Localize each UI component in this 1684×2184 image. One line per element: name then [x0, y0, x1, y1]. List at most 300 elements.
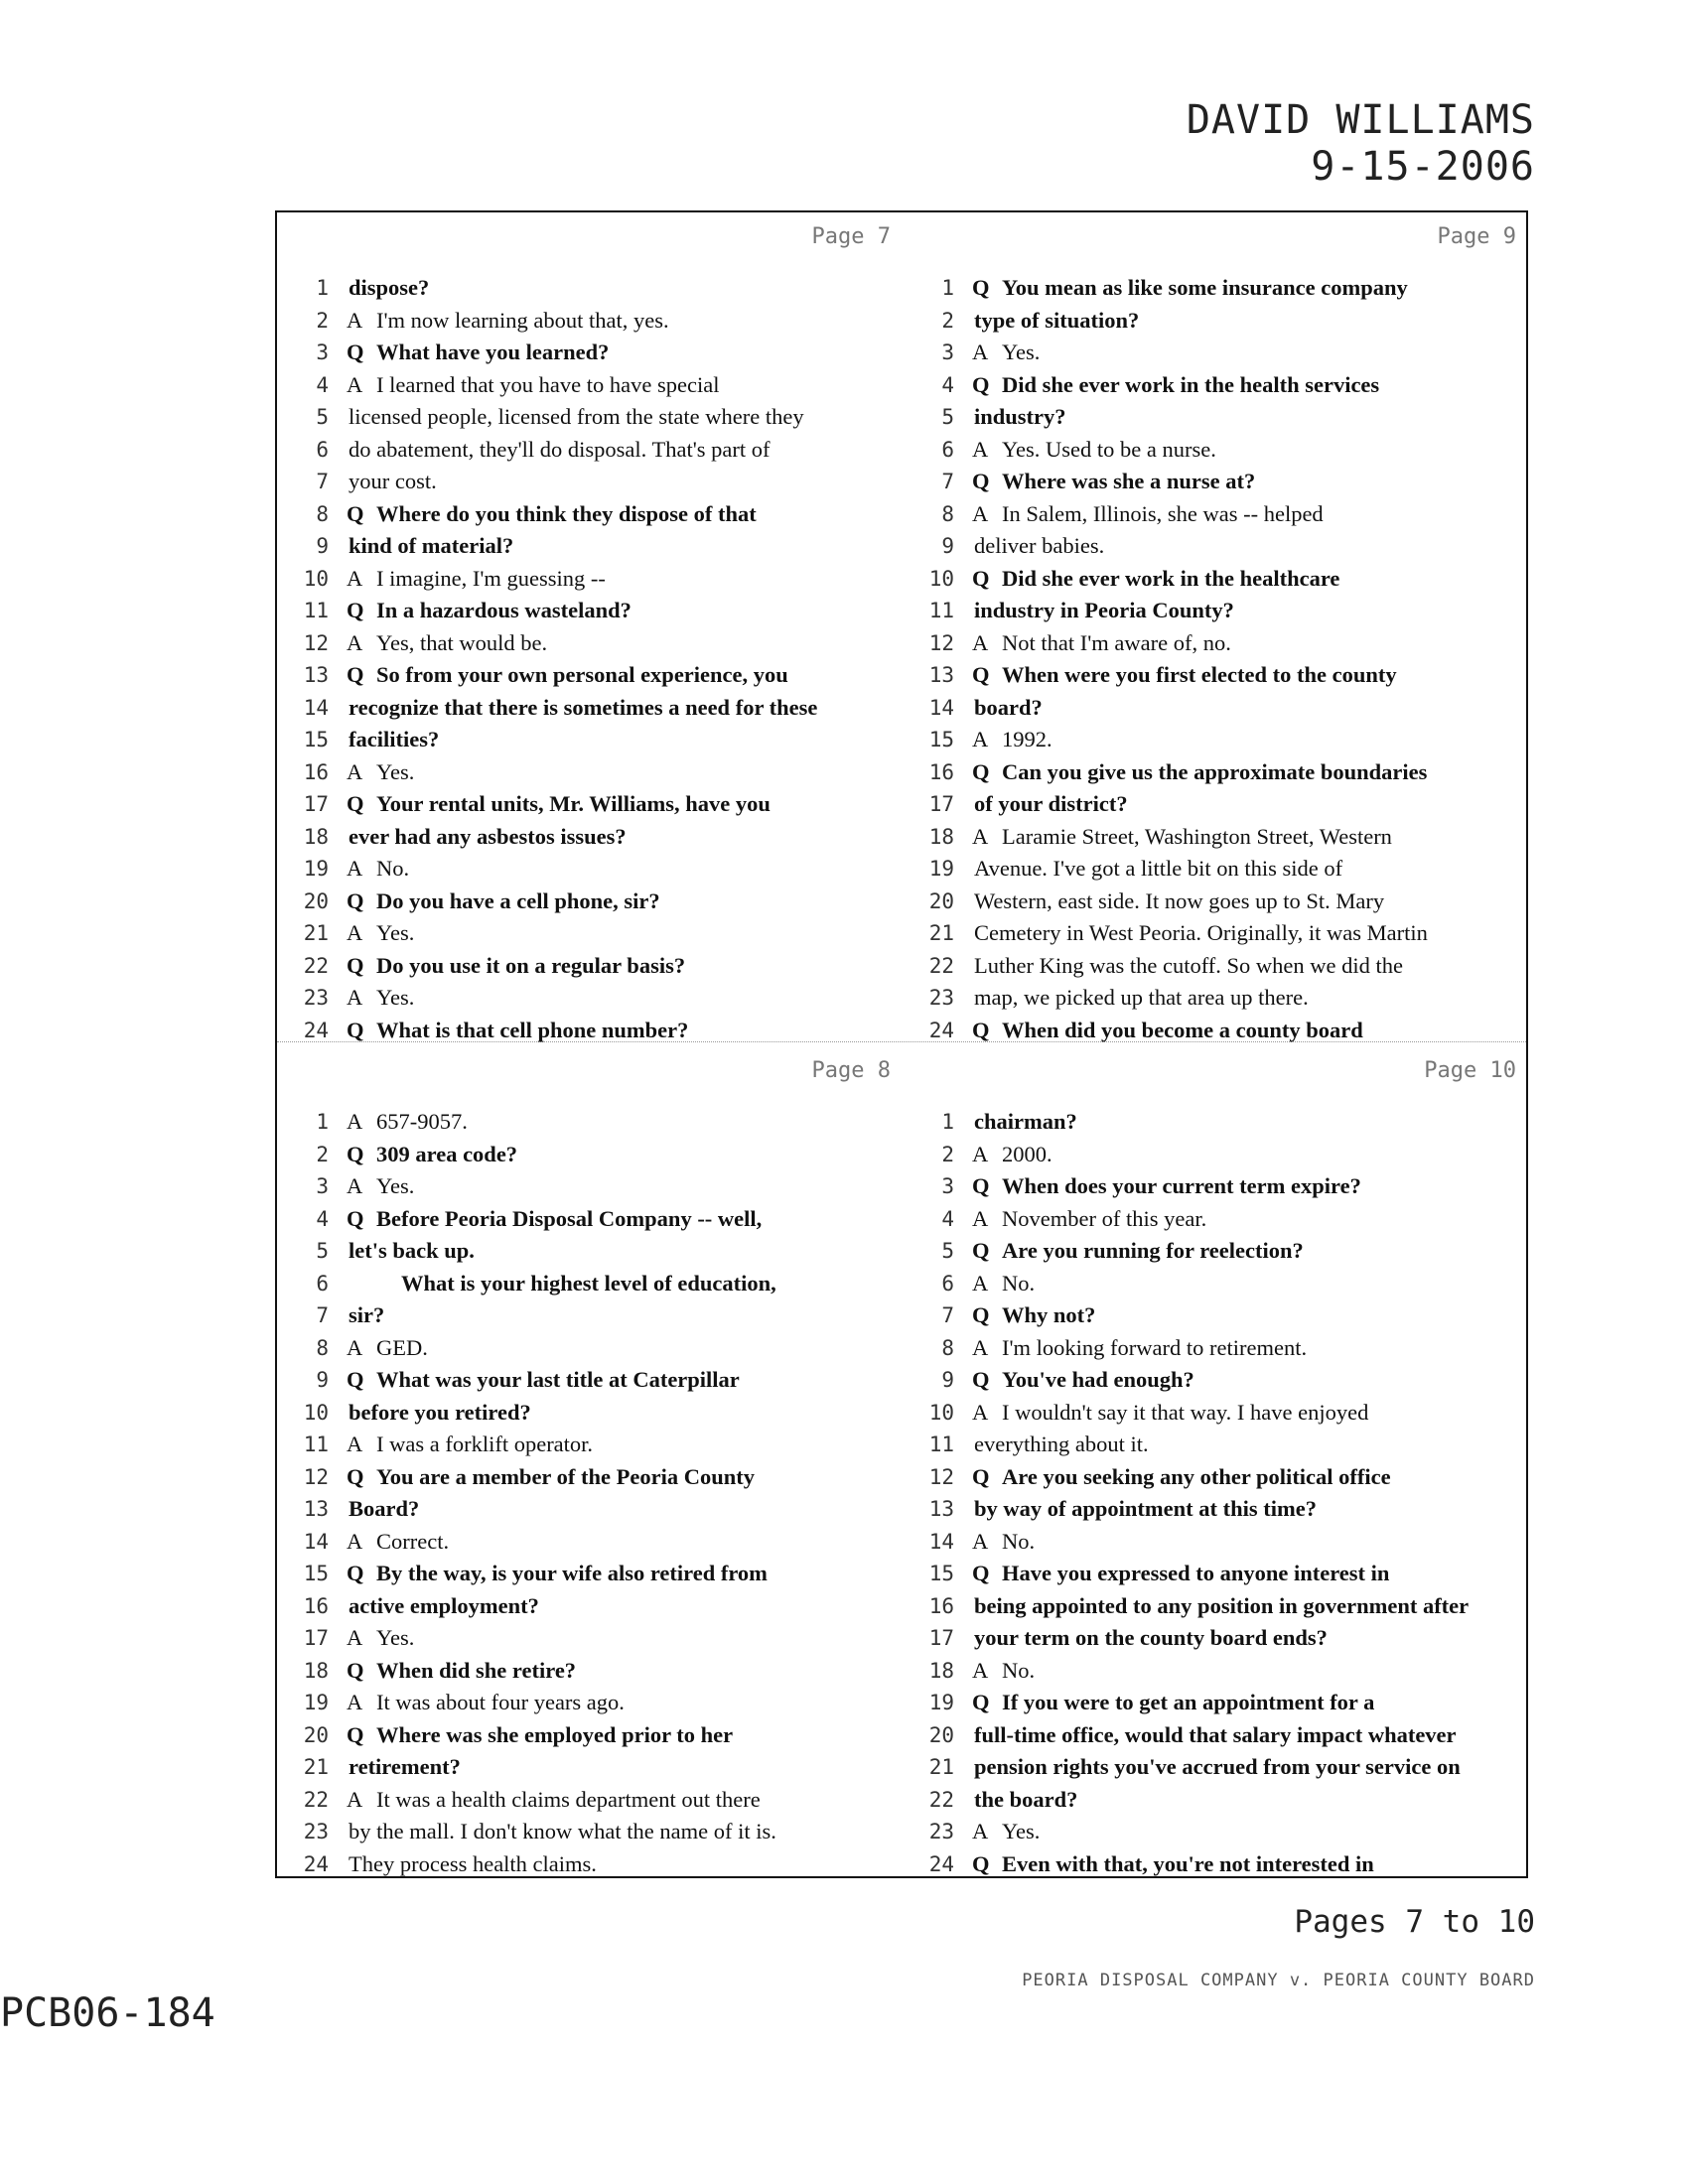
answer-text: A November of this year. — [1002, 1203, 1206, 1236]
line-number: 19 — [928, 857, 954, 881]
answer-text: A I was a forklift operator. — [376, 1429, 593, 1461]
transcript-line — [287, 1719, 903, 1752]
transcript-frame — [275, 210, 1528, 1878]
line-text: your term on the county board ends? — [974, 1625, 1328, 1650]
line-number: 9 — [316, 534, 329, 558]
line-number: 11 — [928, 599, 954, 622]
line-text: dispose? — [349, 275, 430, 300]
answer-text: A Yes. — [376, 1622, 414, 1655]
line-number: 3 — [941, 1174, 954, 1198]
line-text: the board? — [974, 1786, 1078, 1812]
line-text: kind of material? — [349, 533, 514, 558]
transcript-line — [287, 853, 903, 886]
answer-text: A I wouldn't say it that way. I have enjoyed — [1002, 1397, 1368, 1430]
answer-text: A No. — [1002, 1655, 1035, 1688]
line-text: deliver babies. — [974, 533, 1105, 558]
transcript-line — [287, 1203, 903, 1236]
line-number: 22 — [928, 953, 954, 978]
answer-text: A Yes. — [376, 917, 414, 950]
question-text: Q You've had enough? — [1002, 1364, 1194, 1397]
line-text: recognize that there is sometimes a need for these — [349, 694, 818, 720]
question-text: Q Are you running for reelection? — [1002, 1235, 1304, 1268]
line-number: 10 — [303, 1400, 329, 1425]
transcript-line — [912, 1106, 1528, 1139]
line-number: 4 — [316, 372, 329, 397]
transcript-line — [287, 1332, 903, 1365]
page-lines — [287, 272, 903, 1046]
transcript-line — [287, 1493, 903, 1526]
line-number: 6 — [941, 1271, 954, 1296]
transcript-line — [912, 1332, 1528, 1365]
transcript-line — [912, 821, 1528, 854]
page-lines — [912, 1106, 1528, 1880]
transcript-line — [287, 724, 903, 756]
line-number: 14 — [928, 1529, 954, 1554]
line-number: 5 — [941, 1239, 954, 1263]
transcript-line — [912, 498, 1528, 531]
line-number: 12 — [303, 630, 329, 655]
transcript-line — [287, 1139, 903, 1171]
line-number: 21 — [928, 1755, 954, 1779]
line-number: 21 — [303, 921, 329, 945]
transcript-line — [912, 1784, 1528, 1817]
line-text: licensed people, licensed from the state where they — [349, 404, 804, 429]
answer-text: A It was about four years ago. — [376, 1687, 625, 1719]
transcript-line — [287, 917, 903, 950]
line-text: industry? — [974, 404, 1066, 429]
answer-text: A 2000. — [1002, 1139, 1052, 1171]
answer-text: A GED. — [376, 1332, 428, 1365]
transcript-line — [287, 1429, 903, 1461]
line-number: 11 — [303, 1433, 329, 1456]
line-number: 8 — [941, 1335, 954, 1360]
line-number: 3 — [941, 341, 954, 364]
line-number: 13 — [303, 663, 329, 687]
transcript-line — [912, 1015, 1528, 1047]
line-number: 15 — [928, 1562, 954, 1585]
transcript-line — [912, 1590, 1528, 1623]
line-number: 18 — [928, 824, 954, 849]
case-number: PCB06-184 — [0, 1990, 215, 2036]
line-number: 7 — [941, 470, 954, 493]
line-text: Luther King was the cutoff. So when we did the — [974, 952, 1403, 978]
question-text: Q Your rental units, Mr. Williams, have you — [376, 788, 771, 821]
transcript-line — [912, 1268, 1528, 1300]
page-label: Page 9 — [1437, 224, 1516, 249]
line-number: 16 — [928, 759, 954, 784]
line-number: 1 — [316, 276, 329, 300]
line-number: 16 — [928, 1593, 954, 1618]
line-text: Avenue. I've got a little bit on this side of — [974, 856, 1343, 881]
transcript-line — [912, 1848, 1528, 1881]
answer-text: A I'm looking forward to retirement. — [1002, 1332, 1307, 1365]
transcript-line — [912, 659, 1528, 692]
transcript-line — [912, 466, 1528, 498]
transcript-line — [912, 1751, 1528, 1784]
question-text: Q By the way, is your wife also retired from — [376, 1558, 768, 1590]
case-caption: PEORIA DISPOSAL COMPANY v. PEORIA COUNTY BOARD — [1022, 1971, 1535, 1990]
line-text: by way of appointment at this time? — [974, 1496, 1318, 1521]
line-number: 2 — [941, 308, 954, 333]
line-text: full-time office, would that salary impact whatever — [974, 1721, 1457, 1747]
transcript-line — [912, 853, 1528, 886]
line-number: 17 — [928, 792, 954, 816]
transcript-line — [912, 1622, 1528, 1655]
transcript-line — [912, 1655, 1528, 1688]
line-number: 7 — [316, 470, 329, 493]
transcript-line — [287, 1364, 903, 1397]
question-text: Q Do you have a cell phone, sir? — [376, 886, 660, 918]
transcript-line — [912, 305, 1528, 338]
transcript-line — [912, 369, 1528, 402]
transcript-line — [287, 563, 903, 596]
line-text: retirement? — [349, 1754, 461, 1779]
line-text: board? — [974, 694, 1043, 720]
line-number: 2 — [316, 308, 329, 333]
page-lines — [912, 272, 1528, 1046]
answer-text: A I learned that you have to have special — [376, 369, 719, 402]
transcript-line — [287, 1170, 903, 1203]
line-number: 11 — [303, 599, 329, 622]
line-number: 11 — [928, 1433, 954, 1456]
question-text: Q Have you expressed to anyone interest in — [1002, 1558, 1389, 1590]
transcript-line — [912, 950, 1528, 983]
line-number: 6 — [941, 437, 954, 462]
line-number: 15 — [303, 1562, 329, 1585]
line-number: 9 — [941, 534, 954, 558]
transcript-line — [912, 1429, 1528, 1461]
transcript-line — [287, 627, 903, 660]
answer-text: A Correct. — [376, 1526, 449, 1559]
transcript-line — [287, 1848, 903, 1881]
line-number: 4 — [941, 372, 954, 397]
line-number: 14 — [928, 695, 954, 720]
transcript-line — [287, 1816, 903, 1848]
transcript-line — [287, 821, 903, 854]
line-number: 19 — [928, 1691, 954, 1714]
line-number: 6 — [316, 437, 329, 462]
line-number: 19 — [303, 1691, 329, 1714]
transcript-line — [912, 1235, 1528, 1268]
transcript-line — [912, 434, 1528, 467]
transcript-line — [287, 1397, 903, 1430]
transcript-line — [287, 788, 903, 821]
line-number: 1 — [316, 1110, 329, 1134]
line-number: 5 — [316, 1239, 329, 1263]
answer-text: A No. — [1002, 1526, 1035, 1559]
line-number: 6 — [316, 1271, 329, 1296]
line-number: 24 — [928, 1018, 954, 1042]
line-text: map, we picked up that area up there. — [974, 985, 1309, 1010]
question-text: Q You mean as like some insurance company — [1002, 272, 1408, 305]
line-number: 7 — [941, 1303, 954, 1327]
transcript-line — [287, 337, 903, 369]
question-text: Q What is that cell phone number? — [376, 1015, 688, 1047]
line-number: 14 — [303, 1529, 329, 1554]
transcript-line — [287, 1235, 903, 1268]
answer-text: A Yes. — [376, 982, 414, 1015]
line-number: 10 — [928, 566, 954, 591]
line-number: 18 — [303, 1658, 329, 1683]
question-text: Q Even with that, you're not interested in — [1002, 1848, 1374, 1881]
line-text: Cemetery in West Peoria. Originally, it was Martin — [974, 920, 1428, 945]
transcript-line — [912, 886, 1528, 918]
line-number: 15 — [303, 728, 329, 751]
line-text: your cost. — [349, 469, 437, 493]
transcript-line — [912, 530, 1528, 563]
transcript-line — [287, 498, 903, 531]
answer-text: A It was a health claims department out there — [376, 1784, 761, 1817]
line-number: 8 — [941, 501, 954, 526]
line-number: 4 — [316, 1206, 329, 1231]
page-range: Pages 7 to 10 — [1294, 1904, 1535, 1940]
line-number: 4 — [941, 1206, 954, 1231]
transcript-line — [287, 1751, 903, 1784]
line-number: 20 — [928, 1722, 954, 1747]
line-number: 16 — [303, 759, 329, 784]
line-number: 22 — [303, 953, 329, 978]
transcript-line — [287, 1299, 903, 1332]
line-text: chairman? — [974, 1109, 1077, 1134]
transcript-line — [287, 1106, 903, 1139]
transcript-line — [287, 1655, 903, 1688]
witness-name: DAVID WILLIAMS — [1186, 97, 1535, 143]
transcript-line — [287, 1015, 903, 1047]
line-number: 2 — [316, 1142, 329, 1166]
line-number: 2 — [941, 1142, 954, 1166]
line-number: 24 — [303, 1018, 329, 1042]
transcript-line — [912, 982, 1528, 1015]
transcript-line — [287, 659, 903, 692]
question-text: Q Can you give us the approximate boundaries — [1002, 756, 1427, 789]
question-text: Q 309 area code? — [376, 1139, 517, 1171]
answer-text: A Not that I'm aware of, no. — [1002, 627, 1231, 660]
question-text: Q If you were to get an appointment for a — [1002, 1687, 1374, 1719]
question-text: Q What was your last title at Caterpillar — [376, 1364, 740, 1397]
transcript-line — [287, 1590, 903, 1623]
line-number: 20 — [303, 888, 329, 913]
line-number: 16 — [303, 1593, 329, 1618]
line-number: 13 — [928, 663, 954, 687]
line-number: 22 — [928, 1787, 954, 1812]
transcript-line — [287, 982, 903, 1015]
transcript-line — [287, 434, 903, 467]
line-number: 24 — [303, 1851, 329, 1876]
question-text: Q Are you seeking any other political office — [1002, 1461, 1391, 1494]
line-text: being appointed to any position in government after — [974, 1592, 1470, 1618]
line-number: 10 — [303, 566, 329, 591]
line-text: pension rights you've accrued from your service on — [974, 1754, 1461, 1779]
transcript-line — [287, 595, 903, 627]
transcript-line — [912, 401, 1528, 434]
question-text: Q Why not? — [1002, 1299, 1095, 1332]
line-text: ever had any asbestos issues? — [349, 823, 627, 849]
transcript-line — [912, 1558, 1528, 1590]
line-text: everything about it. — [974, 1432, 1149, 1456]
answer-text: A Yes, that would be. — [376, 627, 547, 660]
transcript-line — [912, 1719, 1528, 1752]
line-number: 8 — [316, 501, 329, 526]
line-number: 17 — [303, 792, 329, 816]
line-text: sir? — [349, 1302, 385, 1327]
page-lines — [287, 1106, 903, 1880]
line-number: 14 — [303, 695, 329, 720]
transcript-line — [287, 530, 903, 563]
line-number: 8 — [316, 1335, 329, 1360]
line-number: 7 — [316, 1303, 329, 1327]
transcript-line — [912, 595, 1528, 627]
line-number: 1 — [941, 276, 954, 300]
line-number: 3 — [316, 341, 329, 364]
answer-text: A 1992. — [1002, 724, 1052, 756]
question-text: Q When were you first elected to the county — [1002, 659, 1397, 692]
line-number: 20 — [303, 1722, 329, 1747]
transcript-line — [912, 627, 1528, 660]
question-text: Q Did she ever work in the health services — [1002, 369, 1379, 402]
transcript-line — [287, 272, 903, 305]
answer-text: A Yes. — [376, 1170, 414, 1203]
transcript-line — [912, 756, 1528, 789]
question-text: Q When did you become a county board — [1002, 1015, 1363, 1047]
line-number: 1 — [941, 1110, 954, 1134]
transcript-line — [912, 1170, 1528, 1203]
line-number: 23 — [928, 1820, 954, 1843]
transcript-line — [287, 1687, 903, 1719]
transcript-line — [912, 724, 1528, 756]
line-number: 21 — [303, 1755, 329, 1779]
line-number: 9 — [941, 1368, 954, 1392]
transcript-line — [912, 1299, 1528, 1332]
page-label: Page 10 — [1424, 1058, 1516, 1083]
line-text: facilities? — [349, 727, 440, 751]
transcript-line — [287, 1526, 903, 1559]
transcript-line — [287, 950, 903, 983]
line-number: 12 — [928, 630, 954, 655]
question-text: Q So from your own personal experience, you — [376, 659, 788, 692]
answer-text: A Yes. — [1002, 337, 1040, 369]
transcript-line — [912, 272, 1528, 305]
line-text: do abatement, they'll do disposal. That's part of — [349, 436, 771, 462]
transcript-line — [912, 917, 1528, 950]
line-number: 24 — [928, 1851, 954, 1876]
line-number: 13 — [928, 1497, 954, 1521]
line-text: They process health claims. — [349, 1850, 597, 1876]
transcript-line — [287, 305, 903, 338]
page-label: Page 7 — [811, 224, 891, 249]
question-text: Q When does your current term expire? — [1002, 1170, 1361, 1203]
transcript-line — [912, 1461, 1528, 1494]
answer-text: A No. — [1002, 1268, 1035, 1300]
line-text: Western, east side. It now goes up to St. Mary — [974, 887, 1385, 913]
question-text: Q Do you use it on a regular basis? — [376, 950, 685, 983]
line-text: type of situation? — [974, 307, 1140, 333]
line-text: of your district? — [974, 791, 1128, 816]
line-number: 18 — [928, 1658, 954, 1683]
question-text: Q When did she retire? — [376, 1655, 576, 1688]
transcript-line — [287, 466, 903, 498]
line-number: 15 — [928, 728, 954, 751]
line-number: 19 — [303, 857, 329, 881]
question-text: Q Where was she a nurse at? — [1002, 466, 1255, 498]
line-number: 12 — [303, 1464, 329, 1489]
question-text: Q Before Peoria Disposal Company -- well, — [376, 1203, 762, 1236]
line-text: Board? — [349, 1496, 420, 1521]
answer-text: A 657-9057. — [376, 1106, 468, 1139]
transcript-line — [912, 337, 1528, 369]
answer-text: A Yes. — [376, 756, 414, 789]
transcript-line — [287, 1461, 903, 1494]
page-label: Page 8 — [811, 1058, 891, 1083]
transcript-line — [287, 756, 903, 789]
line-text: by the mall. I don't know what the name of it is. — [349, 1819, 776, 1843]
transcript-line — [912, 563, 1528, 596]
line-text: industry in Peoria County? — [974, 598, 1234, 622]
answer-text: A I imagine, I'm guessing -- — [376, 563, 606, 596]
question-text: Q Where was she employed prior to her — [376, 1719, 733, 1752]
transcript-line — [912, 1493, 1528, 1526]
transcript-line — [287, 692, 903, 725]
line-number: 20 — [928, 888, 954, 913]
transcript-line — [912, 1364, 1528, 1397]
answer-text: A I'm now learning about that, yes. — [376, 305, 669, 338]
transcript-line — [912, 1397, 1528, 1430]
question-text: Q You are a member of the Peoria County — [376, 1461, 755, 1494]
answer-text: A In Salem, Illinois, she was -- helped — [1002, 498, 1324, 531]
answer-text: A Laramie Street, Washington Street, Western — [1002, 821, 1392, 854]
answer-text: A Yes. Used to be a nurse. — [1002, 434, 1216, 467]
line-number: 21 — [928, 921, 954, 945]
transcript-line — [287, 1558, 903, 1590]
line-number: 10 — [928, 1400, 954, 1425]
transcript-line — [912, 692, 1528, 725]
answer-text: A No. — [376, 853, 409, 886]
line-text: What is your highest level of education, — [401, 1270, 776, 1296]
line-text: active employment? — [349, 1592, 539, 1618]
line-number: 17 — [928, 1626, 954, 1650]
line-number: 12 — [928, 1464, 954, 1489]
deposition-date: 9-15-2006 — [1311, 144, 1535, 190]
transcript-line — [287, 1784, 903, 1817]
line-number: 17 — [303, 1626, 329, 1650]
question-text: Q Where do you think they dispose of that — [376, 498, 757, 531]
transcript-line — [912, 1139, 1528, 1171]
transcript-line — [287, 369, 903, 402]
line-number: 9 — [316, 1368, 329, 1392]
line-number: 5 — [941, 405, 954, 429]
line-text: let's back up. — [349, 1238, 475, 1263]
transcript-line — [287, 401, 903, 434]
question-text: Q What have you learned? — [376, 337, 609, 369]
line-number: 23 — [303, 1820, 329, 1843]
line-number: 3 — [316, 1174, 329, 1198]
question-text: Q Did she ever work in the healthcare — [1002, 563, 1339, 596]
transcript-line — [912, 788, 1528, 821]
transcript-line — [287, 1622, 903, 1655]
line-number: 13 — [303, 1497, 329, 1521]
line-number: 5 — [316, 405, 329, 429]
line-text: before you retired? — [349, 1399, 531, 1425]
transcript-line — [912, 1816, 1528, 1848]
line-number: 23 — [303, 986, 329, 1010]
transcript-line — [912, 1203, 1528, 1236]
transcript-line — [287, 886, 903, 918]
question-text: Q In a hazardous wasteland? — [376, 595, 632, 627]
line-number: 23 — [928, 986, 954, 1010]
answer-text: A Yes. — [1002, 1816, 1040, 1848]
transcript-line — [912, 1687, 1528, 1719]
transcript-line — [287, 1268, 903, 1300]
line-number: 22 — [303, 1787, 329, 1812]
